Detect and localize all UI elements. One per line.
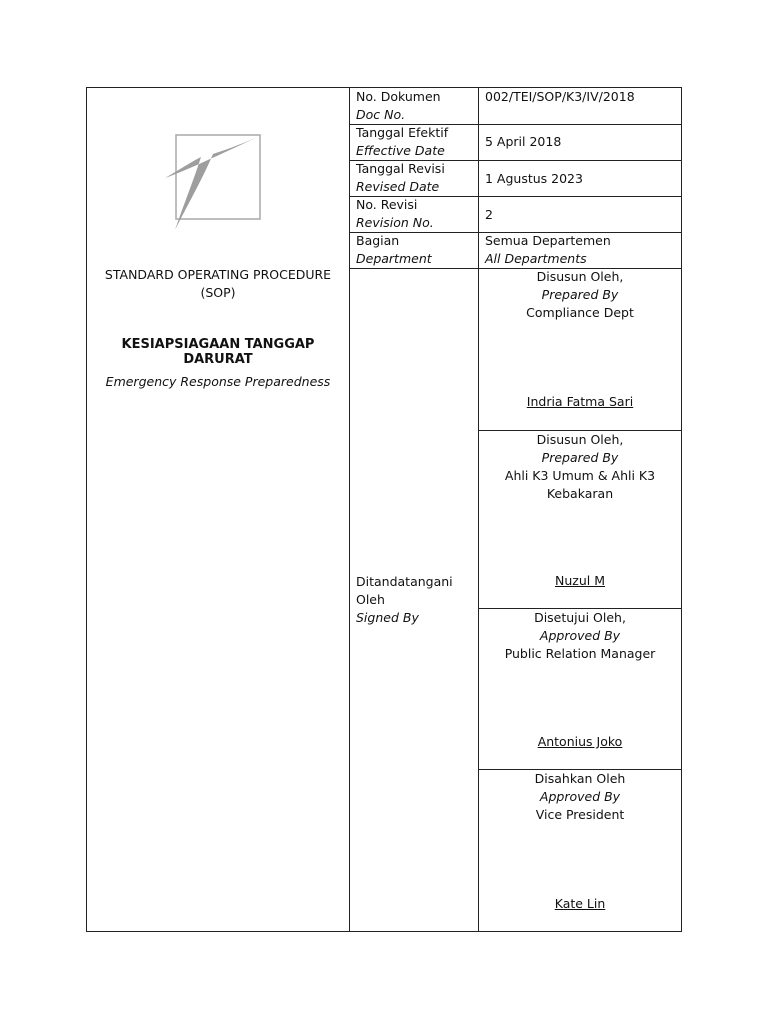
signature-block-approved-vp: Disahkan Oleh Approved By Vice President (534, 771, 626, 822)
document-subtitle: Emergency Response Preparedness (105, 374, 331, 389)
signature-block-prepared-k3: Disusun Oleh, Prepared By Ahli K3 Umum & Ahli K3 Kebakaran (504, 432, 656, 501)
company-logo (163, 126, 275, 234)
info-label-effective-date: Tanggal Efektif Effective Date (356, 125, 449, 158)
info-value-effective-date: 5 April 2018 (485, 134, 562, 149)
info-label-doc-no: No. Dokumen Doc No. (356, 89, 441, 122)
sop-label-line1: STANDARD OPERATING PROCEDURE (104, 267, 332, 282)
info-label-department: Bagian Department (356, 233, 432, 266)
signatory-name: Indria Fatma Sari (526, 394, 634, 409)
signatory-name: Kate Lin (554, 896, 606, 911)
signatory-name: Nuzul M (555, 573, 605, 588)
info-value-revision-no: 2 (485, 207, 493, 222)
info-value-department: Semua Departemen All Departments (485, 233, 611, 266)
sop-cover-table (86, 87, 682, 932)
sop-label (87, 266, 349, 302)
signature-block-prepared-compliance: Disusun Oleh, Prepared By Compliance Dept (526, 269, 634, 320)
info-value-revised-date: 1 Agustus 2023 (485, 171, 583, 186)
info-label-revision-no: No. Revisi Revision No. (356, 197, 434, 230)
info-value-doc-no: 002/TEI/SOP/K3/IV/2018 (485, 89, 635, 104)
column-divider (349, 88, 350, 931)
signed-by-label: Ditandatangani Oleh Signed By (356, 574, 453, 625)
signatory-name: Antonius Joko (537, 734, 623, 749)
sop-label-line2: (SOP) (200, 285, 236, 300)
info-label-revised-date: Tanggal Revisi Revised Date (356, 161, 445, 194)
signature-block-approved-pr: Disetujui Oleh, Approved By Public Relation Manager (504, 610, 656, 661)
document-title: KESIAPSIAGAAN TANGGAP DARURAT (121, 337, 315, 367)
